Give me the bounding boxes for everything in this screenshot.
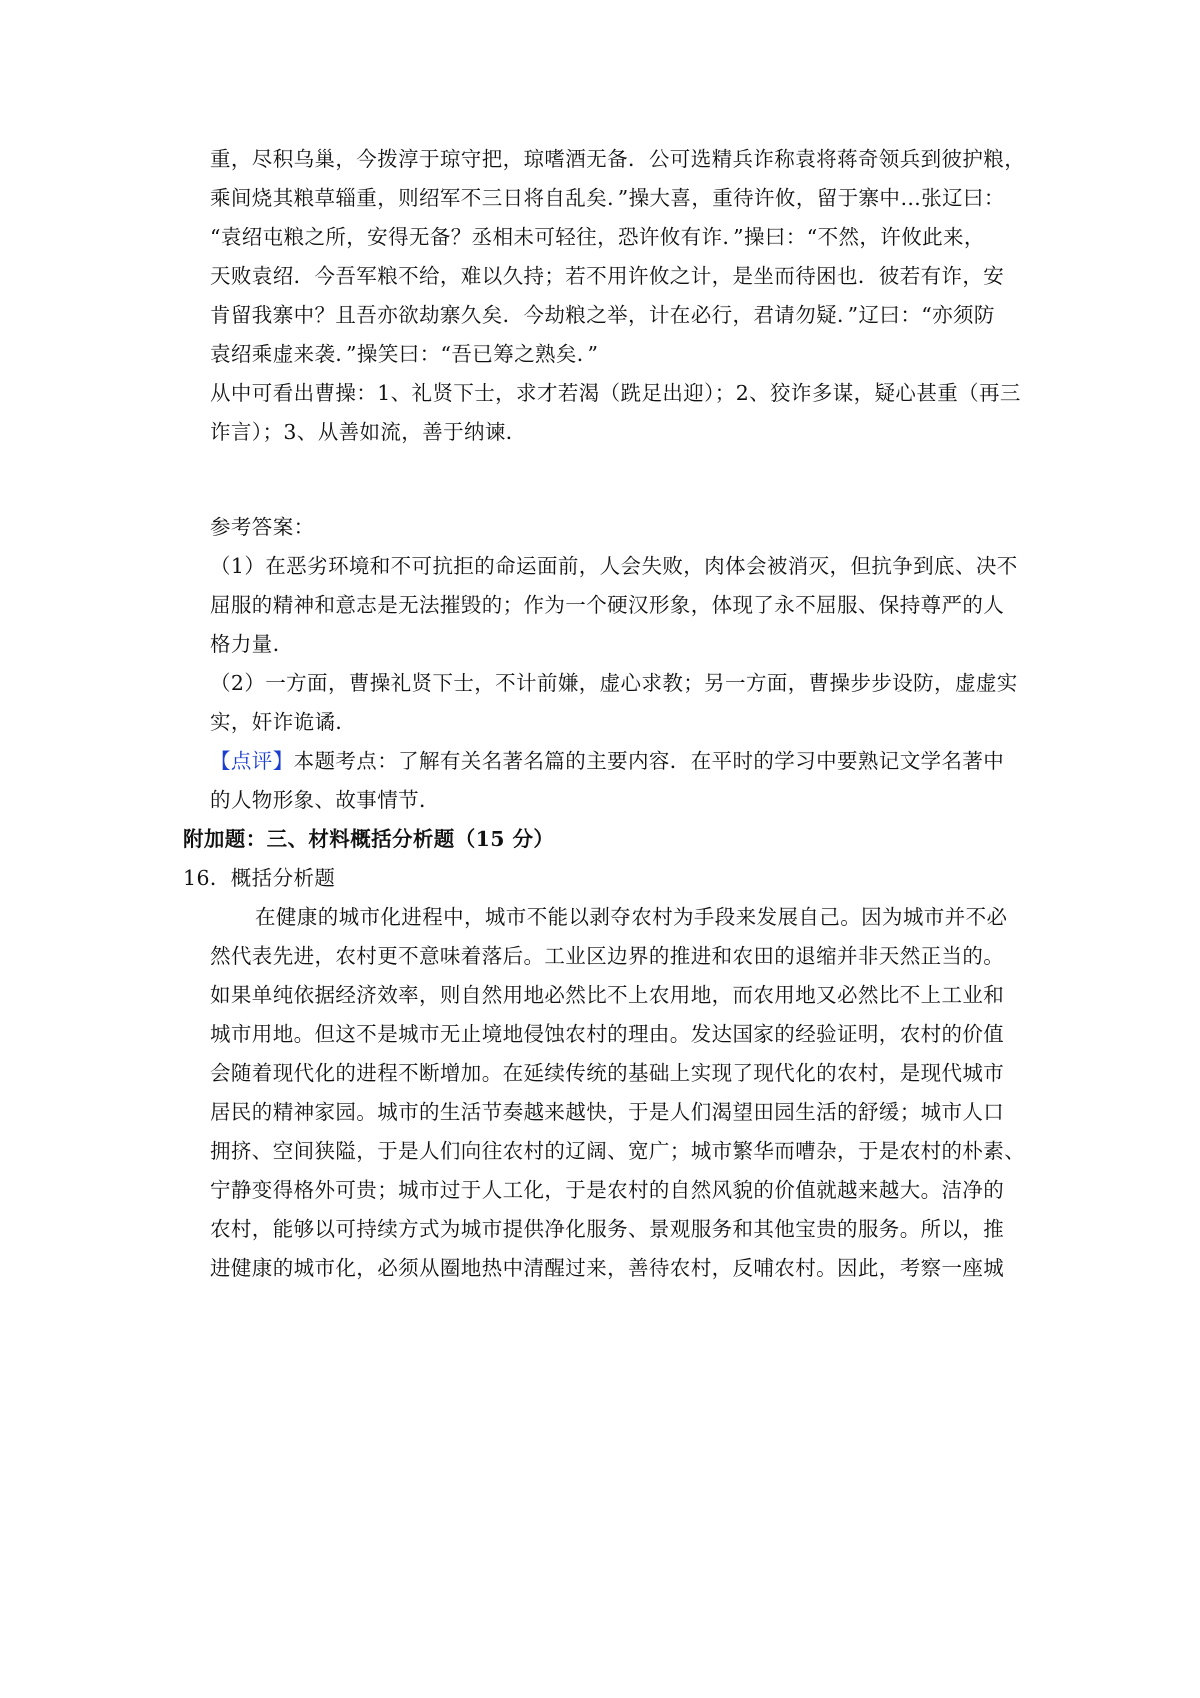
passage-line-3: “袁绍屯粮之所，安得无备？丞相未可轻往，恐许攸有诈．”操曰：“不然，许攸此来， <box>210 225 985 249</box>
essay-line-9: 农村，能够以可持续方式为城市提供净化服务、景观服务和其他宝贵的服务。所以，推 <box>210 1217 1005 1241</box>
answer-heading: 参考答案： <box>210 515 315 539</box>
passage-line-2: 乘间烧其粮草辎重，则绍军不三日将自乱矣．”操大喜，重待许攸，留于寨中…张辽曰： <box>210 186 1005 210</box>
passage-line-6: 袁绍乘虚来袭．”操笑曰：“吾已筹之熟矣．” <box>210 342 599 366</box>
answer-line-2: 屈服的精神和意志是无法摧毁的；作为一个硬汉形象，体现了永不屈服、保持尊严的人 <box>210 593 1005 617</box>
answer-line-4: （2）一方面，曹操礼贤下士，不计前嫌，虚心求教；另一方面，曹操步步设防，虚虚实 <box>210 671 1018 695</box>
comment-text: 本题考点：了解有关名著名篇的主要内容．在平时的学习中要熟记文学名著中 <box>293 749 1005 773</box>
answer-line-3: 格力量． <box>210 632 294 656</box>
passage-line-1: 重，尽积乌巢，今拨淳于琼守把，琼嗜酒无备．公可选精兵诈称袁将蒋奇领兵到彼护粮， <box>210 147 1026 171</box>
essay-line-7: 拥挤、空间狭隘，于是人们向往农村的辽阔、宽广；城市繁华而嘈杂，于是农村的朴素、 <box>210 1139 1026 1163</box>
essay-line-8: 宁静变得格外可贵；城市过于人工化，于是农村的自然风貌的价值就越来越大。洁净的 <box>210 1178 1005 1202</box>
essay-line-3: 如果单纯依据经济效率，则自然用地必然比不上农用地，而农用地又必然比不上工业和 <box>210 983 1005 1007</box>
comment-tag: 【点评】 <box>210 749 294 773</box>
essay-line-6: 居民的精神家园。城市的生活节奏越来越快，于是人们渴望田园生活的舒缓；城市人口 <box>210 1100 1005 1124</box>
answer-line-5: 实，奸诈诡谲． <box>210 710 357 734</box>
section-heading: 附加题：三、材料概括分析题（15 分） <box>183 827 555 851</box>
essay-line-2: 然代表先进，农村更不意味着落后。工业区边界的推进和农田的退缩并非天然正当的。 <box>210 944 1005 968</box>
essay-line-10: 进健康的城市化，必须从圈地热中清醒过来，善待农村，反哺农村。因此，考察一座城 <box>210 1256 1005 1280</box>
essay-line-5: 会随着现代化的进程不断增加。在延续传统的基础上实现了现代化的农村，是现代城市 <box>210 1061 1005 1085</box>
passage-line-4: 天败袁绍．今吾军粮不给，难以久持；若不用许攸之计，是坐而待困也．彼若有诈，安 <box>210 264 1005 288</box>
essay-line-4: 城市用地。但这不是城市无止境地侵蚀农村的理由。发达国家的经验证明，农村的价值 <box>210 1022 1005 1046</box>
question-title: 16．概括分析题 <box>183 866 336 890</box>
passage-line-5: 肯留我寨中？且吾亦欲劫寨久矣．今劫粮之举，计在必行，君请勿疑．”辽曰：“亦须防 <box>210 303 995 327</box>
comment-line-2: 的人物形象、故事情节． <box>210 788 440 812</box>
answer-line-1: （1）在恶劣环境和不可抗拒的命运面前，人会失败，肉体会被消灭，但抗争到底、决不 <box>210 554 1018 578</box>
essay-line-1: 在健康的城市化进程中，城市不能以剥夺农村为手段来发展自己。因为城市并不必 <box>255 905 1008 929</box>
comment-line-1 <box>210 747 1030 775</box>
analysis-line-1: 从中可看出曹操：1、礼贤下士，求才若渴（跣足出迎）；2、狡诈多谋，疑心甚重（再三 <box>210 381 1021 405</box>
analysis-line-2: 诈言）；3、从善如流，善于纳谏． <box>210 420 527 444</box>
